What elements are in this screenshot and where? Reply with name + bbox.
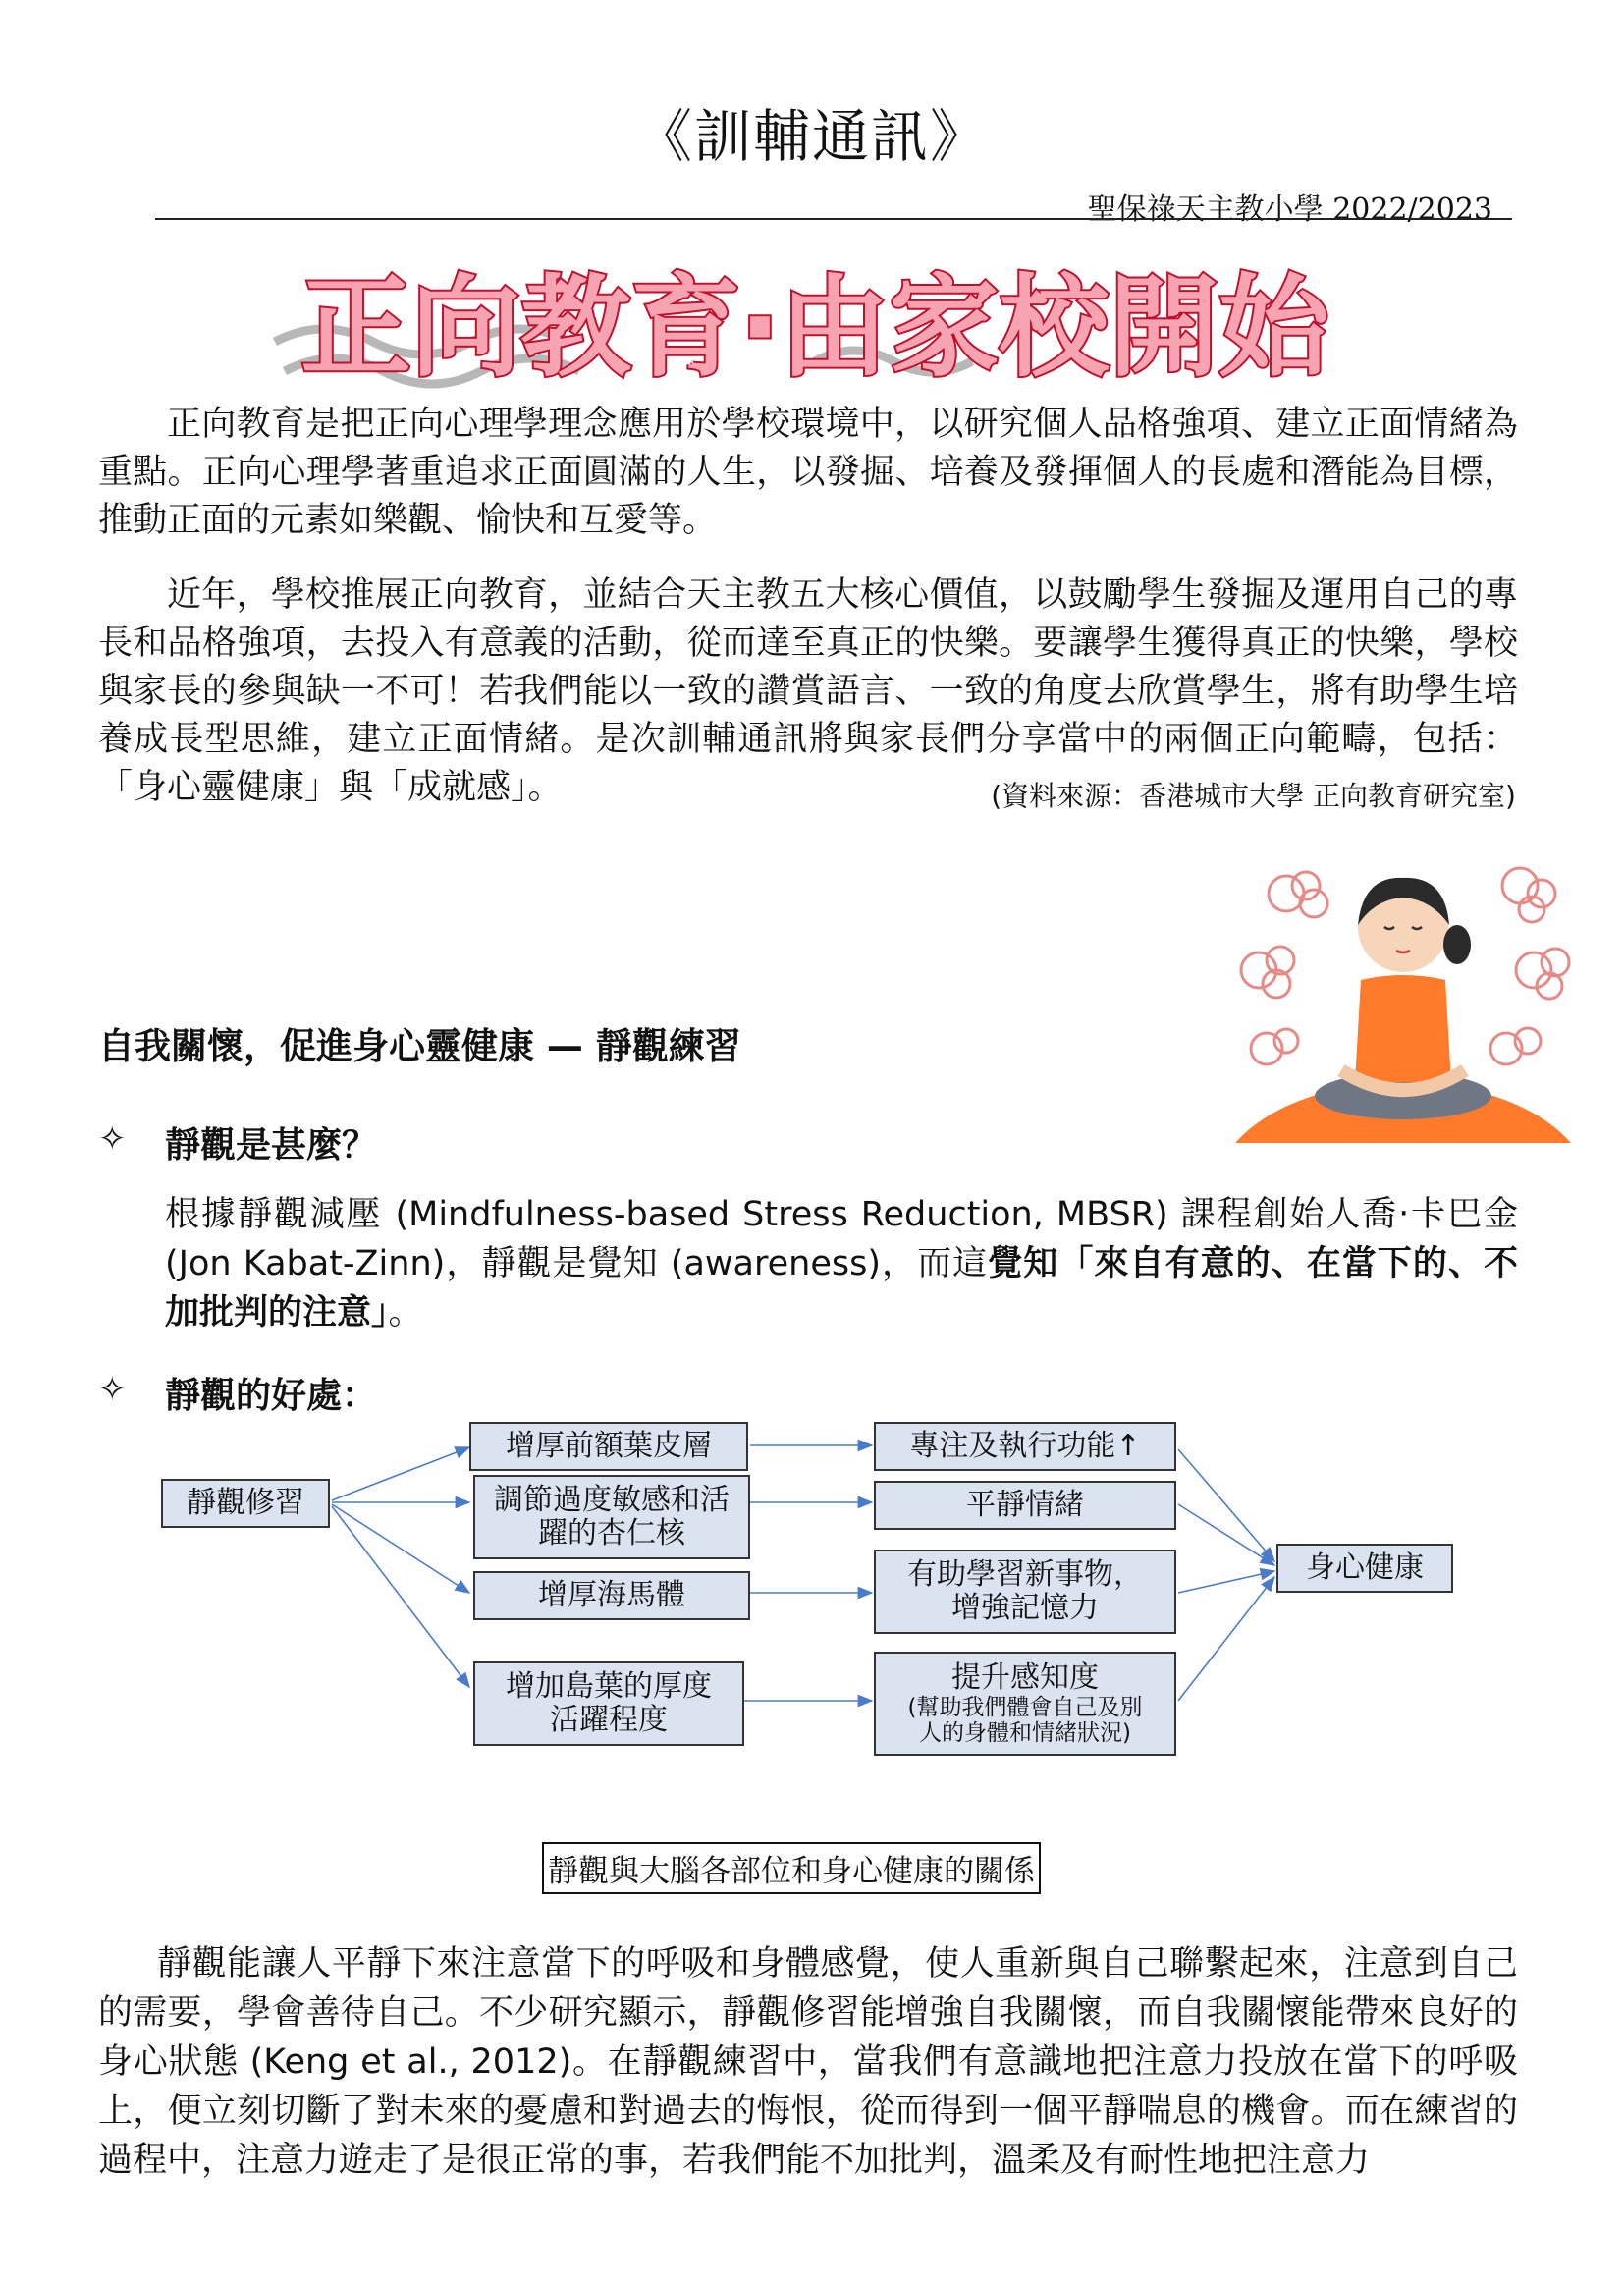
diagram-node-calm-emotion [874,1481,1176,1530]
mindfulness-benefit-diagram [157,1420,1492,1891]
diagram-node-wellbeing [1276,1544,1453,1593]
diagram-node-label: 調節過度敏感和活 [494,1483,730,1517]
sparkle-bullet-icon: ✧ [98,1119,127,1159]
diagram-node-note: (幫助我們體會自己及別 [907,1695,1143,1720]
diagram-node-label: 增厚海馬體 [538,1578,685,1612]
diagram-node-awareness [874,1652,1176,1756]
diagram-node-label: 躍的杏仁核 [538,1516,685,1551]
school-year-line: 聖保祿天主教小學 2022/2023 [1087,192,1492,227]
diagram-node-insula [473,1661,744,1746]
header-divider [155,218,1512,220]
diagram-node-label: 增加島葉的厚度 [506,1669,712,1704]
question-what-is-mindfulness: 靜觀是甚麼？ [165,1125,378,1166]
section-heading: 自我關懷，促進身心靈健康 — 靜觀練習 [98,1025,741,1067]
intro-paragraph-2: 近年，學校推展正向教育，並結合天主教五大核心價值，以鼓勵學生發掘及運用自己的專長和品格強項，去投入有意義的活動，從而達至真正的快樂。要讓學生獲得真正的快樂，學校與家長的參與缺一不可！若我們能以一致的讚賞語言、一致的角度去欣賞學生，將有助學生培養成長型思維，建立正面情緒。是次訓輔通訊將與家長們分享當中的兩個正向範疇，包括：「身心靈健康」與「成就感」。 [98,575,1518,807]
diagram-node-attention [874,1422,1176,1471]
body-paragraph: 靜觀能讓人平靜下來注意當下的呼吸和身體感覺，使人重新與自己聯繫起來，注意到自己的需要，學會善待自己。不少研究顯示，靜觀修習能增強自我關懷，而自我關懷能帶來良好的身心狀態 (Keng et al., 2012)。在靜觀練習中，當我們有意識地把注意力投放在當下的呼吸上，便立刻切斷了對未來的憂慮和對過去的悔恨，從而得到一個平靜喘息的機會。而在練習的過程中，注意力遊走了是很正常的事，若我們能不加批判，溫柔及有耐性地把注意力 [98,1944,1518,2180]
diagram-node-label: 身心健康 [1306,1551,1424,1585]
diagram-node-amygdala [473,1475,750,1559]
question-benefits: 靜觀的好處： [165,1376,378,1416]
diagram-node-learning-memory [874,1550,1176,1634]
diagram-node-label: 增強記憶力 [951,1591,1099,1625]
banner-title [265,245,1365,403]
diagram-node-label: 專注及執行功能↑ [909,1429,1141,1463]
diagram-node-label: 平靜情緒 [966,1488,1084,1522]
mbsr-end: 。 [388,1293,423,1333]
diagram-caption: 靜觀與大腦各部位和身心健康的關係 [542,1842,1041,1894]
intro-paragraph-1: 正向教育是把正向心理學理念應用於學校環境中，以研究個人品格強項、建立正面情緒為重點。正向心理學著重追求正面圓滿的人生，以發掘、培養及發揮個人的長處和潛能為目標，推動正面的元素如樂觀、愉快和互愛等。 [98,405,1518,540]
mbsr-text: 根據靜觀減壓 (Mindfulness-based Stress Reduction, MBSR) 課程創始人喬‧卡巴金 (Jon Kabat-Zinn)，靜觀是覺知 (awareness)，而這 [165,1195,1518,1283]
diagram-node-hippocampus [473,1571,750,1620]
mbsr-bold-quote: 覺知「來自有意的、在當下的、不加批判的注意」 [165,1244,1518,1333]
diagram-node-label: 活躍程度 [550,1703,668,1737]
banner-text: 正向教育‧由家校開始 [300,264,1329,392]
mbsr-definition-paragraph [165,1190,1518,1337]
diagram-node-prefrontal [469,1422,748,1471]
diagram-node-label: 靜觀修習 [187,1486,304,1520]
meditation-illustration [1225,864,1581,1159]
newsletter-title: 《訓輔通訊》 [634,103,989,170]
diagram-node-note: 人的身體和情緒狀況) [919,1720,1131,1746]
diagram-node-label: 提升感知度 [951,1660,1099,1695]
sparkle-bullet-icon: ✧ [98,1370,127,1409]
diagram-node-mindfulness-practice [161,1479,330,1528]
diagram-node-label: 有助學習新事物， [907,1557,1143,1592]
source-citation: (資料來源：香港城市大學 正向教育研究室) [991,780,1516,812]
diagram-arrows [157,1420,1492,1891]
diagram-node-label: 增厚前額葉皮層 [506,1429,712,1463]
